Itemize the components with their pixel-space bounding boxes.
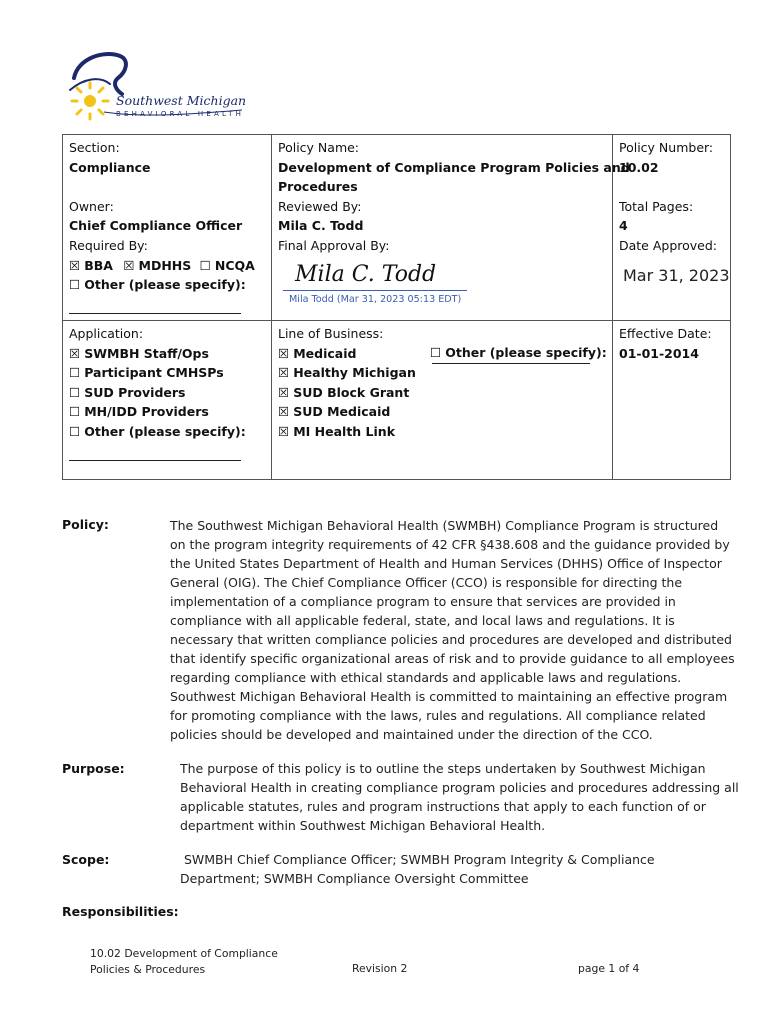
line-of-business-label: Line of Business: [278,326,384,341]
total-pages-label: Total Pages: [619,198,694,214]
policy-name-label: Policy Name: [278,140,360,155]
final-approval-label: Final Approval By: [278,237,390,253]
lob-sud-block-grant-checkbox[interactable]: ☒ SUD Block Grant [278,384,410,400]
organization-logo [64,48,254,130]
policy-number-value: 10.02 [619,159,659,175]
section-label: Section: [69,140,120,155]
total-pages-value: 4 [619,218,628,234]
logo-name: Southwest Michigan [116,93,247,108]
effective-date-value: 01-01-2014 [619,345,699,361]
date-approved-value: Mar 31, 2023 [623,265,730,285]
required-other-checkbox[interactable]: ☐ Other (please specify): [69,277,246,293]
required-by-label: Required By: [69,237,148,253]
scope-text: SWMBH Chief Compliance Officer; SWMBH Program Integrity & Compliance Department; SWMBH Compliance Oversight Committee [180,852,655,886]
footer-revision: Revision 2 [352,962,408,975]
lob-other-blank-line[interactable] [432,363,590,364]
column-divider [271,135,272,479]
application-sud-checkbox[interactable]: ☐ SUD Providers [69,384,186,400]
scope-label: Scope: [62,852,110,867]
application-cell [69,324,269,461]
logo-subtitle: BEHAVIORAL HEALTH [116,110,245,118]
policy-header-table [62,134,731,480]
application-other-blank-line[interactable] [69,460,241,461]
required-by-options [69,256,269,276]
purpose-label: Purpose: [62,761,125,776]
row-divider [63,320,730,321]
required-bba-checkbox[interactable]: ☒ BBA [69,257,113,273]
section-cell [69,138,269,314]
policy-number-cell [619,138,729,285]
policy-name-line-1: Development of Compliance Program Policies and [278,159,630,175]
line-of-business-cell [278,324,428,442]
application-cmhsps-checkbox[interactable]: ☐ Participant CMHSPs [69,365,224,381]
footer-page-number: page 1 of 4 [578,962,640,975]
policy-label: Policy: [62,517,109,532]
lob-other-cell [430,343,608,364]
date-approved-label: Date Approved: [619,237,718,253]
signature-caption: Mila Todd (Mar 31, 2023 05:13 EDT) [289,294,462,305]
lob-sud-medicaid-checkbox[interactable]: ☒ SUD Medicaid [278,404,391,420]
required-other-blank-line[interactable] [69,313,241,314]
purpose-text: The purpose of this policy is to outline the steps undertaken by Southwest Michigan Behavioral Health in creating compliance program policies and procedures addressing all applicable statutes, rules and program instructions that apply to each function of or department within Southwest Michigan Behavioral Health. [180,761,739,833]
policy-name-cell [278,138,630,256]
policy-name-line-2: Procedures [278,179,358,195]
reviewed-by-label: Reviewed By: [278,198,362,214]
policy-text: The Southwest Michigan Behavioral Health (SWMBH) Compliance Program is structured on the program integrity requirements of 42 CFR §438.608 and the guidance provided by the United States Department of Health and Human Services (DHHS) Office of Inspector General (OIG). The Chief Compliance Officer (CCO) is responsible for directing the implementation of a compliance program to ensure that services are provided in compliance with all applicable federal, state, and local laws and regulations. It is necessary that written compliance policies and procedures are developed and distributed that identify specific organizational areas of risk and to provide guidance to all employees regarding compliance with ethical standards and applicable laws and regulations. Southwest Michigan Behavioral Health is committed to maintaining an effective program for promoting compliance with the laws, rules and regulations. All compliance related policies should be developed and maintained under the direction of the CCO. [170,518,735,742]
required-mdhhs-checkbox[interactable]: ☒ MDHHS [123,257,192,273]
handwritten-signature: Mila C. Todd [295,262,437,287]
application-swmbh-checkbox[interactable]: ☒ SWMBH Staff/Ops [69,345,209,361]
section-value: Compliance [69,159,151,175]
required-ncqa-checkbox[interactable]: ☐ NCQA [199,257,255,273]
owner-value: Chief Compliance Officer [69,218,243,234]
reviewed-by-value: Mila C. Todd [278,218,364,234]
application-label: Application: [69,326,144,341]
effective-date-cell [619,324,729,363]
application-mhidd-checkbox[interactable]: ☐ MH/IDD Providers [69,404,209,420]
application-other-checkbox[interactable]: ☐ Other (please specify): [69,423,246,439]
lob-mi-health-link-checkbox[interactable]: ☒ MI Health Link [278,423,396,439]
lob-healthy-michigan-checkbox[interactable]: ☒ Healthy Michigan [278,365,416,381]
lob-medicaid-checkbox[interactable]: ☒ Medicaid [278,345,357,361]
signature-block [283,262,467,305]
lob-other-checkbox[interactable]: ☐ Other (please specify): [430,345,607,360]
policy-number-label: Policy Number: [619,140,714,155]
responsibilities-label: Responsibilities: [62,904,179,919]
owner-label: Owner: [69,198,114,214]
column-divider [612,135,613,479]
effective-date-label: Effective Date: [619,326,712,341]
signature-line [283,290,467,291]
footer-document-title: 10.02 Development of Compliance Policies & Procedures [90,947,278,976]
